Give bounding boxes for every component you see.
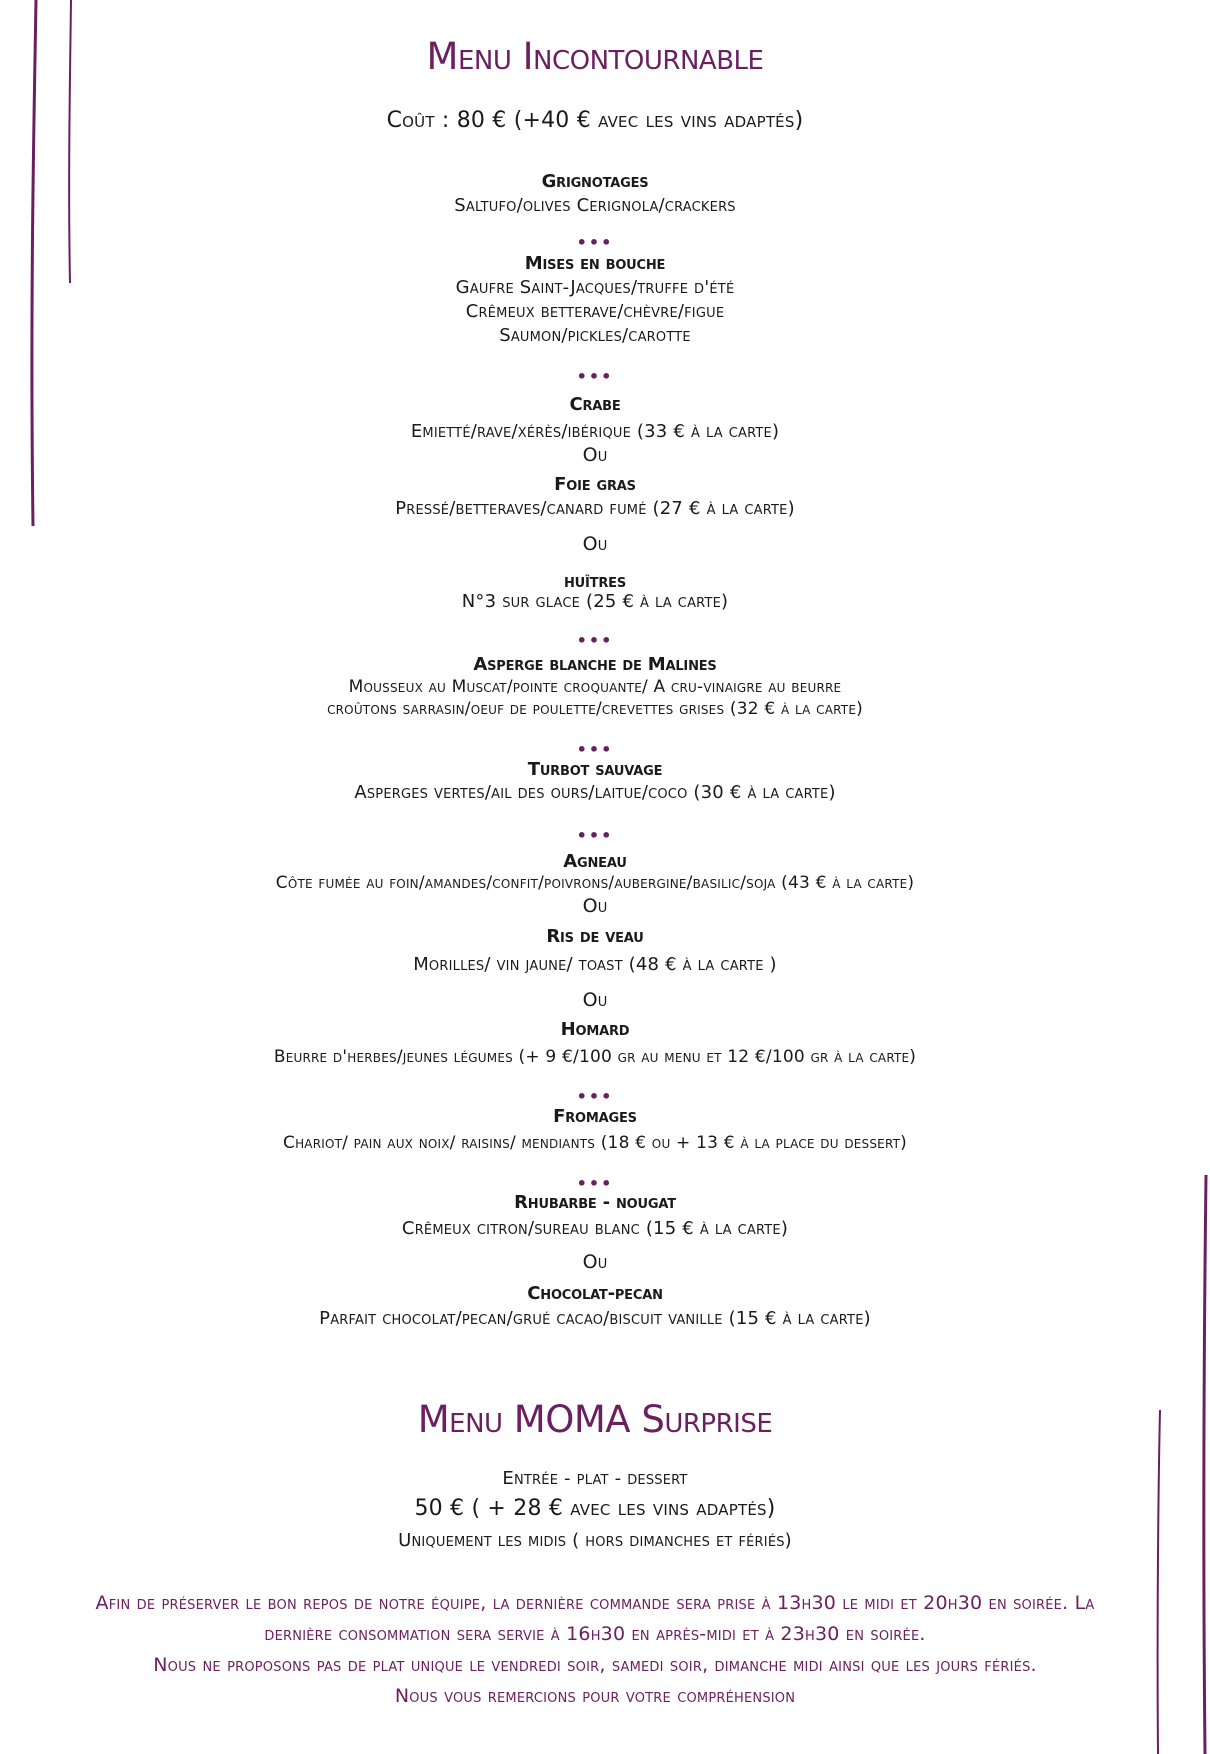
menu-title: Menu Incontournable: [426, 35, 764, 78]
course-desc-grignotages: Saltufo/olives Cerignola/crackers: [454, 195, 736, 216]
course-desc-agneau: Côte fumée au foin/amandes/confit/poivrons/aubergine/basilic/soja (43 € à la carte): [275, 873, 915, 893]
course-title-foie-gras: Foie gras: [554, 474, 636, 495]
course-desc-crabe: Emietté/rave/xérès/ibérique (33 € à la carte): [410, 421, 780, 442]
course-title-fromages: Fromages: [553, 1106, 637, 1127]
course-title-crabe: Crabe: [569, 394, 621, 415]
course-desc-foie-gras: Pressé/betteraves/canard fumé (27 € à la carte): [395, 498, 795, 519]
right-vine-line-outer: [1204, 1175, 1206, 1754]
separator: •••: [576, 826, 614, 845]
or-label: Ou: [582, 444, 608, 466]
course-title-rhubarbe: Rhubarbe - nougat: [514, 1192, 676, 1213]
notice-line: Afin de préserver le bon repos de notre équipe, la dernière commande sera prise à 13h30 le midi et 20h30 en soirée. La: [95, 1592, 1095, 1614]
notice-line: dernière consommation sera servie à 16h30 en après-midi et à 23h30 en soirée.: [264, 1623, 926, 1645]
menu-price: Coût : 80 € (+40 € avec les vins adaptés): [386, 108, 804, 133]
or-label: Ou: [582, 533, 608, 555]
course-desc-asperge-2: croûtons sarrasin/oeuf de poulette/crevettes grises (32 € à la carte): [327, 699, 863, 719]
course-title-grignotages: Grignotages: [541, 171, 649, 192]
course-desc-fromages: Chariot/ pain aux noix/ raisins/ mendiants (18 € ou + 13 € à la place du dessert): [283, 1133, 907, 1153]
course-desc-chocolat: Parfait chocolat/pecan/grué cacao/biscuit vanille (15 € à la carte): [319, 1308, 871, 1329]
course-desc-mises-3: Saumon/pickles/carotte: [499, 325, 691, 346]
surprise-menu-availability: Uniquement les midis ( hors dimanches et fériés): [398, 1530, 792, 1551]
course-desc-rhubarbe: Crêmeux citron/sureau blanc (15 € à la carte): [401, 1218, 789, 1239]
course-desc-mises-1: Gaufre Saint-Jacques/truffe d'été: [455, 277, 735, 298]
course-desc-homard: Beurre d'herbes/jeunes légumes (+ 9 €/100 gr au menu et 12 €/100 gr à la carte): [273, 1047, 917, 1067]
course-title-turbot: Turbot sauvage: [527, 759, 663, 780]
course-title-homard: Homard: [560, 1019, 630, 1040]
surprise-menu-price: 50 € ( + 28 € avec les vins adaptés): [414, 1496, 776, 1521]
course-title-mises: Mises en bouche: [524, 253, 666, 274]
notice-line: Nous ne proposons pas de plat unique le vendredi soir, samedi soir, dimanche midi ainsi que les jours fériés.: [153, 1654, 1037, 1676]
or-label: Ou: [582, 1251, 608, 1273]
course-title-ris-de-veau: Ris de veau: [546, 926, 644, 947]
separator: •••: [576, 233, 614, 252]
course-title-asperge: Asperge blanche de Malines: [473, 654, 717, 675]
course-desc-mises-2: Crêmeux betterave/chèvre/figue: [465, 301, 725, 322]
notice-line: Nous vous remercions pour votre compréhension: [394, 1685, 796, 1707]
separator: •••: [576, 1087, 614, 1106]
surprise-menu-courses: Entrée - plat - dessert: [502, 1468, 688, 1489]
separator: •••: [576, 631, 614, 650]
or-label: Ou: [582, 989, 608, 1011]
separator: •••: [576, 367, 614, 386]
or-label: Ou: [582, 895, 608, 917]
separator: •••: [576, 740, 614, 759]
course-title-chocolat: Chocolat-pecan: [527, 1283, 663, 1304]
course-desc-ris-de-veau: Morilles/ vin jaune/ toast (48 € à la carte ): [413, 954, 777, 975]
service-notice: [0, 1588, 1190, 1712]
course-desc-huitres: N°3 sur glace (25 € à la carte): [461, 591, 729, 612]
course-title-agneau: Agneau: [563, 851, 627, 872]
course-desc-asperge-1: Mousseux au Muscat/pointe croquante/ A cru-vinaigre au beurre: [348, 677, 842, 697]
course-desc-turbot: Asperges vertes/ail des ours/laitue/coco (30 € à la carte): [354, 782, 836, 803]
course-title-huitres: huîtres: [564, 571, 626, 592]
surprise-menu-title: Menu MOMA Surprise: [417, 1398, 773, 1441]
separator: •••: [576, 1174, 614, 1193]
